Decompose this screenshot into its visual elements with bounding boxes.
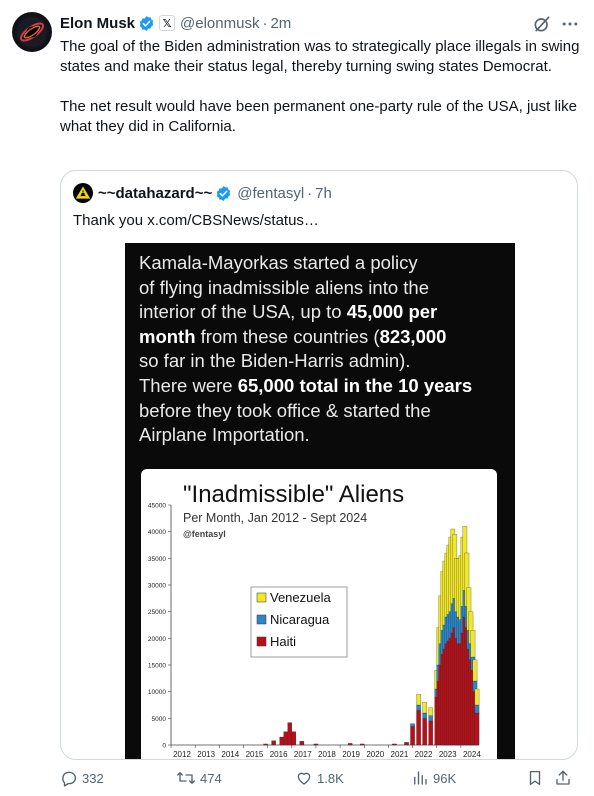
x-tick-label: 2018: [318, 750, 336, 759]
y-tick-label: 0: [162, 742, 166, 750]
bookmark-button[interactable]: [526, 766, 544, 790]
legend-swatch-haiti: [257, 637, 266, 646]
legend-swatch-nicaragua: [257, 615, 266, 624]
caption-run: Airplane Importation.: [139, 424, 310, 446]
caption-line: [139, 276, 501, 301]
bar-segment-nicaragua: [475, 705, 479, 713]
bar-segment-haiti: [410, 726, 414, 745]
post-time[interactable]: 2m: [270, 14, 292, 32]
y-tick-label: 5000: [151, 715, 166, 723]
like-button[interactable]: [295, 766, 344, 790]
y-tick-label: 40000: [147, 529, 166, 537]
quote-author-handle[interactable]: @fentasyl: [237, 184, 305, 202]
quote-author-name[interactable]: ~~datahazard~~: [98, 184, 213, 202]
bar-segment-haiti: [404, 743, 408, 745]
views-button[interactable]: [411, 766, 456, 790]
post-header: [60, 13, 291, 33]
hazard-icon: [75, 185, 91, 201]
legend-label-nicaragua: Nicaragua: [270, 612, 330, 627]
bar-segment-haiti: [423, 718, 427, 745]
bar-segment-haiti: [288, 723, 292, 745]
repost-icon: [176, 769, 196, 787]
avatar-image: [12, 12, 52, 52]
caption-line: [139, 349, 501, 374]
x-affiliate-icon[interactable]: 𝕏: [159, 15, 175, 31]
bar-segment-venezuela: [429, 708, 433, 716]
dot-separator: ·: [307, 184, 313, 202]
caption-run: before they took office & started the: [139, 399, 431, 421]
caption-run: interior of the USA, up to: [139, 301, 347, 323]
y-tick-label: 20000: [147, 635, 166, 643]
caption-line: [139, 374, 501, 399]
legend-swatch-venezuela: [257, 593, 266, 602]
caption-line: [139, 300, 501, 325]
caption-bold-run: 823,000: [379, 325, 447, 347]
reply-icon: [60, 769, 78, 787]
y-tick-label: 35000: [147, 555, 166, 563]
verified-badge-icon: [215, 185, 232, 202]
caption-run: of flying inadmissible aliens into the: [139, 276, 429, 298]
grok-icon[interactable]: [532, 14, 552, 39]
legend-label-haiti: Haiti: [270, 634, 297, 649]
post-text: [60, 37, 580, 137]
author-handle[interactable]: @elonmusk: [180, 14, 260, 32]
bar-segment-haiti: [280, 737, 284, 745]
post-paragraph: The net result would have been permanent one-party rule of the USA, just like what they did in California.: [60, 98, 577, 135]
bar-segment-venezuela: [471, 630, 475, 657]
bar-segment-haiti: [264, 744, 268, 745]
bar-segment-haiti: [272, 741, 276, 745]
x-tick-label: 2013: [197, 750, 216, 759]
bar-segment-haiti: [348, 743, 352, 745]
x-tick-label: 2012: [173, 750, 191, 759]
caption-line: [139, 423, 501, 448]
x-tick-label: 2024: [462, 750, 481, 759]
chart-title: "Inadmissible" Aliens: [183, 481, 405, 508]
bar-segment-haiti: [417, 710, 421, 745]
y-tick-label: 10000: [147, 689, 166, 697]
bar-segment-haiti: [360, 744, 364, 745]
chart-credit: @fentasyl: [183, 529, 226, 539]
x-tick-label: 2020: [366, 750, 385, 759]
author-avatar[interactable]: [12, 12, 52, 52]
bar-segment-haiti: [300, 741, 304, 745]
x-tick-label: 2015: [245, 750, 264, 759]
repost-button[interactable]: [176, 766, 222, 790]
views-icon: [411, 769, 429, 787]
reply-button[interactable]: [60, 766, 104, 790]
y-tick-label: 15000: [147, 662, 166, 670]
chart-card: [141, 469, 497, 760]
bar-segment-haiti: [392, 744, 396, 745]
chart-plot: [141, 469, 497, 760]
image-caption-text: [139, 251, 501, 448]
bar-segment-venezuela: [417, 694, 421, 705]
chart-subtitle: Per Month, Jan 2012 - Sept 2024: [183, 511, 368, 525]
bar-segment-nicaragua: [423, 713, 427, 718]
bar-segment-nicaragua: [404, 742, 408, 743]
x-tick-label: 2023: [438, 750, 457, 759]
bar-segment-nicaragua: [429, 716, 433, 721]
y-tick-label: 45000: [147, 502, 166, 510]
quote-avatar: [73, 183, 93, 203]
bar-segment-haiti: [429, 721, 433, 745]
bar-segment-venezuela: [423, 702, 427, 713]
caption-bold-run: 65,000 total in the 10 years: [237, 374, 473, 396]
x-tick-label: 2016: [269, 750, 288, 759]
caption-line: [139, 399, 501, 424]
repost-count: 474: [200, 770, 222, 786]
bar-segment-haiti: [475, 713, 479, 745]
views-count: 96K: [433, 770, 457, 786]
bar-segment-haiti: [292, 732, 296, 745]
quote-media-image[interactable]: [125, 243, 515, 760]
bar-segment-venezuela: [473, 660, 477, 681]
post-paragraph: The goal of the Biden administration was to strategically place illegals in swing states and make their status legal, thereby turning swing states Democrat.: [60, 38, 580, 75]
x-tick-label: 2017: [293, 750, 312, 759]
verified-badge-icon: [138, 15, 155, 32]
author-name[interactable]: Elon Musk: [60, 14, 136, 32]
reply-count: 332: [82, 770, 104, 786]
bar-segment-haiti: [314, 744, 318, 745]
x-tick-label: 2014: [221, 750, 240, 759]
quote-header: [73, 183, 332, 203]
bar-segment-haiti: [284, 732, 288, 745]
quote-text: Thank you x.com/CBSNews/status…: [73, 212, 319, 229]
share-icon: [554, 769, 572, 787]
y-tick-label: 25000: [147, 609, 166, 617]
bar-segment-nicaragua: [410, 724, 414, 727]
bar-segment-nicaragua: [417, 705, 421, 710]
quote-time[interactable]: 7h: [315, 184, 332, 202]
dot-separator: ·: [262, 14, 268, 32]
caption-line: [139, 251, 501, 276]
caption-run: Kamala-Mayorkas started a policy: [139, 252, 418, 273]
legend-label-venezuela: Venezuela: [270, 590, 331, 605]
action-bar: [60, 766, 580, 790]
quoted-post[interactable]: [60, 170, 578, 760]
more-options-icon[interactable]: [560, 14, 580, 39]
heart-icon: [295, 769, 313, 787]
x-tick-label: 2019: [342, 750, 360, 759]
caption-run: There were: [139, 374, 238, 396]
x-tick-label: 2022: [414, 750, 433, 759]
y-tick-label: 30000: [147, 582, 166, 590]
caption-bold-run: 45,000 per: [346, 301, 438, 323]
share-button[interactable]: [554, 766, 572, 790]
like-count: 1.8K: [317, 770, 344, 786]
caption-run: from these countries (: [195, 325, 380, 347]
caption-run: so far in the Biden-Harris admin).: [139, 350, 411, 372]
x-tick-label: 2021: [390, 750, 409, 759]
bar-segment-venezuela: [475, 689, 479, 705]
bookmark-icon: [526, 769, 544, 787]
caption-line: [139, 325, 501, 350]
caption-bold-run: month: [139, 325, 196, 347]
